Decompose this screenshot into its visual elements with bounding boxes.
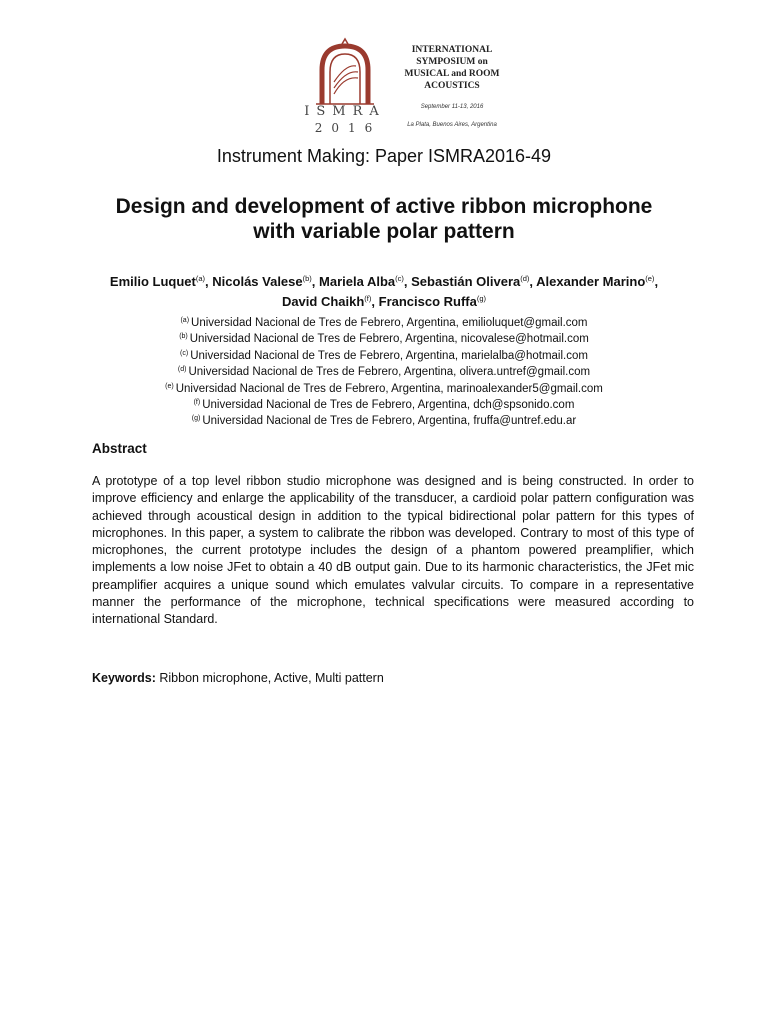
author-name: Francisco Ruffa bbox=[378, 294, 477, 309]
affiliation-mark: (c) bbox=[180, 349, 189, 357]
affiliation-text: Universidad Nacional de Tres de Febrero, Argentina, nicovalese@hotmail.com bbox=[189, 333, 589, 346]
affiliation-mark: (g) bbox=[191, 415, 201, 423]
symposium-date: September 11-13, 2016 bbox=[420, 104, 484, 110]
affiliation-mark: (e) bbox=[165, 382, 174, 390]
affiliation-mark: (d) bbox=[177, 366, 187, 374]
author-separator: , bbox=[371, 294, 379, 309]
author-name: Sebastián Olivera bbox=[411, 274, 521, 289]
affiliation-text: Universidad Nacional de Tres de Febrero, Argentina, olivera.untref@gmail.com bbox=[188, 366, 591, 379]
affiliation-text: Universidad Nacional de Tres de Febrero, Argentina, marinoalexander5@gmail.com bbox=[175, 382, 603, 395]
author-mark: (c) bbox=[395, 274, 404, 283]
affiliation-list bbox=[100, 314, 668, 429]
title-line: with variable polar pattern bbox=[253, 220, 515, 243]
author-separator: , bbox=[205, 274, 213, 289]
affiliation-line bbox=[100, 396, 668, 412]
author-separator: , bbox=[654, 274, 659, 289]
keywords-text: Ribbon microphone, Active, Multi pattern bbox=[155, 671, 384, 685]
abstract-body: A prototype of a top level ribbon studio microphone was designed and is being constructed. In order to improve efficiency and enlarge the applicability of the transducer, a cardioid polar pattern configuration was achieved through acoustical design in addition to the typical bidirectional polar pattern for this types of microphones. In this paper, a system to calibrate the ribbon was developed. Contrary to most of this type of microphones, the current prototype includes the design of a phantom powered preamplifier, which implements a low noise JFet to obtain a 40 dB output gain. Due to its harmonic characteristics, the JFet mic preamplifier acquires a unique sound which emulates valvular circuits. To compare in a representative manner the performance of the microphone, technical specifications were measured according to international Standard. bbox=[92, 474, 694, 627]
author-name: David Chaikh bbox=[281, 294, 365, 309]
author-name: Alexander Marino bbox=[536, 274, 646, 289]
symposium-line: INTERNATIONAL bbox=[411, 45, 493, 55]
affiliation-line bbox=[100, 412, 668, 428]
author-separator: , bbox=[311, 274, 320, 289]
affiliation-line bbox=[100, 330, 668, 346]
affiliation-mark: (f) bbox=[193, 399, 201, 407]
author-mark: (d) bbox=[520, 274, 530, 283]
logo-wordmark: ISMRA bbox=[304, 104, 386, 119]
conference-logo bbox=[300, 28, 520, 136]
affiliation-mark: (a) bbox=[180, 317, 190, 324]
abstract-heading: Abstract bbox=[92, 441, 147, 456]
author-mark: (g) bbox=[476, 294, 487, 303]
keywords-label: Keywords: bbox=[92, 671, 156, 685]
affiliation-line bbox=[100, 314, 668, 330]
keywords bbox=[92, 671, 694, 685]
author-name: Nicolás Valese bbox=[212, 274, 303, 289]
author-name: Mariela Alba bbox=[319, 274, 396, 289]
author-mark: (a) bbox=[195, 274, 206, 283]
author-name: Emilio Luquet bbox=[109, 274, 196, 289]
affiliation-mark: (b) bbox=[179, 333, 188, 341]
affiliation-line bbox=[100, 380, 668, 396]
author-mark: (e) bbox=[645, 274, 655, 283]
affiliation-line bbox=[100, 347, 668, 363]
symposium-place: La Plata, Buenos Aires, Argentina bbox=[407, 122, 497, 128]
affiliation-text: Universidad Nacional de Tres de Febrero, Argentina, dch@spsonido.com bbox=[202, 399, 575, 412]
affiliation-text: Universidad Nacional de Tres de Febrero, Argentina, marielalba@hotmail.com bbox=[190, 349, 588, 362]
symposium-name bbox=[392, 44, 512, 92]
ismra-emblem-icon bbox=[308, 36, 382, 108]
author-separator: , bbox=[529, 274, 537, 289]
affiliation-text: Universidad Nacional de Tres de Febrero, Argentina, fruffa@untref.edu.ar bbox=[202, 415, 577, 428]
author-separator: , bbox=[403, 274, 412, 289]
author-mark: (b) bbox=[302, 274, 312, 283]
affiliation-text: Universidad Nacional de Tres de Febrero, Argentina, emilioluquet@gmail.com bbox=[191, 317, 588, 329]
symposium-line: MUSICAL and ROOM bbox=[404, 69, 500, 79]
logo-year: 2016 bbox=[314, 121, 382, 135]
symposium-line: SYMPOSIUM on bbox=[416, 57, 488, 67]
title-line: Design and development of active ribbon microphone bbox=[115, 195, 653, 218]
symposium-line: ACOUSTICS bbox=[424, 81, 480, 91]
paper-title bbox=[80, 194, 688, 244]
affiliation-line bbox=[100, 363, 668, 379]
author-list bbox=[100, 270, 668, 310]
paper-id: Instrument Making: Paper ISMRA2016-49 bbox=[216, 146, 552, 166]
author-mark: (f) bbox=[364, 294, 372, 303]
